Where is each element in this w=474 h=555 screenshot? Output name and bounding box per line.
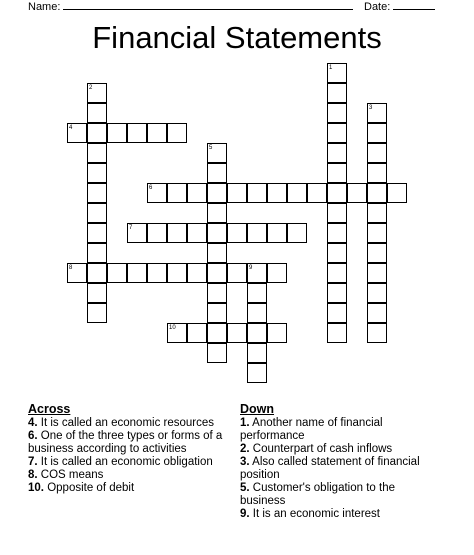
crossword-cell[interactable] xyxy=(327,183,347,203)
across-clue: 6. One of the three types or forms of a business according to activities xyxy=(28,430,223,455)
crossword-cell[interactable] xyxy=(327,283,347,303)
down-clue: 9. It is an economic interest xyxy=(240,508,380,520)
crossword-cell[interactable] xyxy=(87,123,107,143)
crossword-cell[interactable] xyxy=(247,283,267,303)
clue-number: 7 xyxy=(129,225,133,231)
crossword-cell[interactable] xyxy=(307,183,327,203)
crossword-cell[interactable] xyxy=(207,263,227,283)
crossword-cell[interactable] xyxy=(187,223,207,243)
crossword-cell[interactable] xyxy=(207,223,227,243)
crossword-cell[interactable] xyxy=(227,223,247,243)
clue-number: 4 xyxy=(69,125,73,131)
crossword-cell[interactable] xyxy=(147,123,167,143)
crossword-cell[interactable] xyxy=(187,323,207,343)
clue-number: 8 xyxy=(69,265,73,271)
crossword-cell[interactable] xyxy=(367,263,387,283)
crossword-cell[interactable] xyxy=(327,243,347,263)
clue-number: 3 xyxy=(369,105,373,111)
across-clue: 7. It is called an economic obligation xyxy=(28,456,213,468)
crossword-cell[interactable] xyxy=(287,223,307,243)
crossword-cell[interactable] xyxy=(147,263,167,283)
crossword-cell[interactable] xyxy=(67,263,87,283)
crossword-cell[interactable] xyxy=(87,203,107,223)
crossword-cell[interactable] xyxy=(167,183,187,203)
crossword-cell[interactable] xyxy=(367,303,387,323)
crossword-cell[interactable] xyxy=(367,163,387,183)
down-clue: 1. Another name of financial performance xyxy=(240,417,383,442)
clue-number: 9 xyxy=(249,265,253,271)
crossword-cell[interactable] xyxy=(127,263,147,283)
down-clue: 3. Also called statement of financial position xyxy=(240,456,420,481)
crossword-cell[interactable] xyxy=(187,263,207,283)
crossword-cell[interactable] xyxy=(367,183,387,203)
crossword-cell[interactable] xyxy=(227,323,247,343)
crossword-cell[interactable] xyxy=(367,223,387,243)
crossword-cell[interactable] xyxy=(87,263,107,283)
crossword-cell[interactable] xyxy=(207,143,227,163)
crossword-cell[interactable] xyxy=(147,183,167,203)
crossword-cell[interactable] xyxy=(207,183,227,203)
crossword-cell[interactable] xyxy=(327,323,347,343)
crossword-cell[interactable] xyxy=(67,123,87,143)
clue-number: 5 xyxy=(209,145,213,151)
crossword-cell[interactable] xyxy=(327,223,347,243)
clue-number: 2 xyxy=(89,85,93,91)
crossword-cell[interactable] xyxy=(207,203,227,223)
down-heading: Down xyxy=(240,402,275,416)
crossword-cell[interactable] xyxy=(367,283,387,303)
crossword-cell[interactable] xyxy=(287,183,307,203)
crossword-cell[interactable] xyxy=(327,263,347,283)
crossword-cell[interactable] xyxy=(367,103,387,123)
crossword-cell[interactable] xyxy=(367,203,387,223)
crossword-cell[interactable] xyxy=(187,183,207,203)
crossword-cell[interactable] xyxy=(107,263,127,283)
across-clue: 4. It is called an economic resources xyxy=(28,417,215,429)
crossword-cell[interactable] xyxy=(327,103,347,123)
across-clue: 10. Opposite of debit xyxy=(28,482,135,494)
crossword-cell[interactable] xyxy=(87,163,107,183)
crossword-cell[interactable] xyxy=(207,243,227,263)
crossword-cell[interactable] xyxy=(87,303,107,323)
crossword-cell[interactable] xyxy=(327,203,347,223)
clue-number: 6 xyxy=(149,185,153,191)
name-label: Name: xyxy=(28,1,61,13)
crossword-cell[interactable] xyxy=(207,283,227,303)
crossword-cell[interactable] xyxy=(327,63,347,83)
crossword-cell[interactable] xyxy=(87,243,107,263)
crossword-cell[interactable] xyxy=(87,83,107,103)
crossword-cell[interactable] xyxy=(167,323,187,343)
date-label: Date: xyxy=(364,1,391,13)
across-heading: Across xyxy=(28,402,71,416)
crossword-cell[interactable] xyxy=(327,143,347,163)
crossword-cell[interactable] xyxy=(367,323,387,343)
crossword-cell[interactable] xyxy=(247,323,267,343)
crossword-cell[interactable] xyxy=(147,223,167,243)
crossword-cell[interactable] xyxy=(107,123,127,143)
crossword-cell[interactable] xyxy=(87,283,107,303)
crossword-cell[interactable] xyxy=(247,263,267,283)
crossword-cell[interactable] xyxy=(227,263,247,283)
crossword-cell[interactable] xyxy=(207,343,227,363)
crossword-cell[interactable] xyxy=(367,123,387,143)
crossword-cell[interactable] xyxy=(207,323,227,343)
crossword-cell[interactable] xyxy=(227,183,247,203)
crossword-cell[interactable] xyxy=(247,303,267,323)
crossword-cell[interactable] xyxy=(247,183,267,203)
crossword-cell[interactable] xyxy=(387,183,407,203)
clue-number: 10 xyxy=(169,325,176,331)
across-clue: 8. COS means xyxy=(28,469,104,481)
crossword-cell[interactable] xyxy=(327,83,347,103)
crossword-cell[interactable] xyxy=(267,263,287,283)
crossword-cell[interactable] xyxy=(367,243,387,263)
crossword-cell[interactable] xyxy=(247,223,267,243)
crossword-cell[interactable] xyxy=(167,223,187,243)
crossword-cell[interactable] xyxy=(87,183,107,203)
crossword-cell[interactable] xyxy=(167,123,187,143)
down-clue: 5. Customer's obligation to the business xyxy=(240,482,395,507)
crossword-cell[interactable] xyxy=(127,123,147,143)
crossword-cell[interactable] xyxy=(127,223,147,243)
crossword-cell[interactable] xyxy=(87,143,107,163)
crossword-cell[interactable] xyxy=(247,343,267,363)
page-title: Financial Statements xyxy=(92,20,382,55)
crossword-cell[interactable] xyxy=(207,163,227,183)
across-clues xyxy=(28,403,228,495)
crossword-cell[interactable] xyxy=(347,183,367,203)
crossword-cell[interactable] xyxy=(367,143,387,163)
down-clues xyxy=(240,403,440,521)
crossword-cell[interactable] xyxy=(267,223,287,243)
crossword-cell[interactable] xyxy=(167,263,187,283)
crossword-cell[interactable] xyxy=(207,303,227,323)
crossword-cell[interactable] xyxy=(267,323,287,343)
crossword-cell[interactable] xyxy=(327,123,347,143)
crossword-cell[interactable] xyxy=(327,163,347,183)
crossword-cell[interactable] xyxy=(267,183,287,203)
crossword-cell[interactable] xyxy=(87,223,107,243)
crossword-cell[interactable] xyxy=(247,363,267,383)
crossword-cell[interactable] xyxy=(327,303,347,323)
clue-number: 1 xyxy=(329,65,333,71)
down-clue: 2. Counterpart of cash inflows xyxy=(240,443,393,455)
crossword-cell[interactable] xyxy=(87,103,107,123)
